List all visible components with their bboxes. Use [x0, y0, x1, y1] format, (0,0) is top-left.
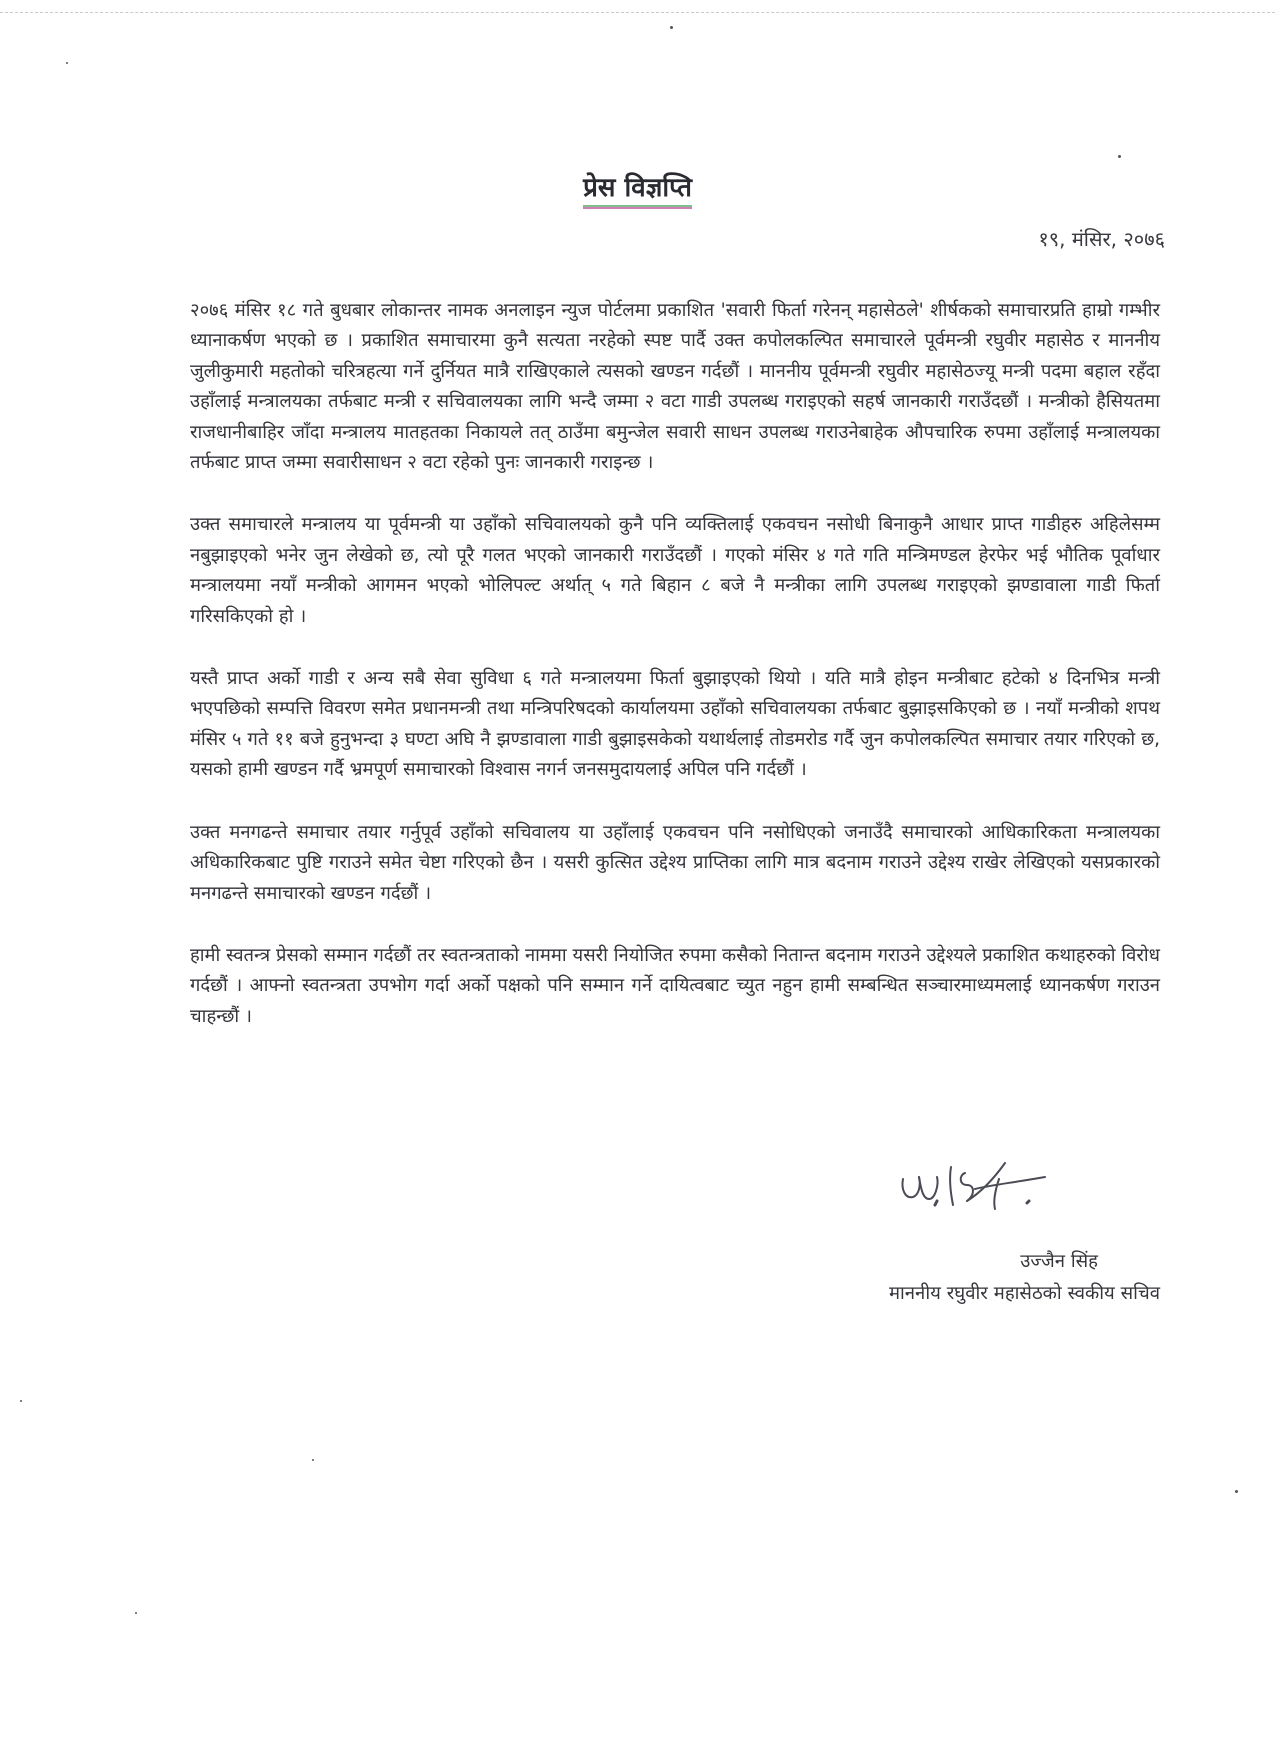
scan-edge-line [0, 12, 1275, 13]
signatory-name: उज्जैन सिंह [1020, 1251, 1098, 1272]
handwritten-signature [895, 1155, 1055, 1221]
document-date: १९, मंसिर, २०७६ [1038, 227, 1165, 251]
paragraph-5: हामी स्वतन्त्र प्रेसको सम्मान गर्दछौं तर स्वतन्त्रताको नाममा यसरी नियोजित रुपमा कसैको नितान्त बदनाम गराउने उद्देश्यले प्रकाशित कथाहरुको विरोध गर्दछौं । आफ्नो स्वतन्त्रता उपभोग गर्दा अर्को पक्षको पनि सम्मान गर्ने दायित्वबाट च्युत नहुन हामी सम्बन्धित सञ्चारमाध्यमलाई ध्यानकर्षण गराउन चाहन्छौं । [190, 944, 1160, 1027]
signatory-position: माननीय रघुवीर महासेठको स्वकीय सचिव [888, 1283, 1160, 1304]
scan-speck [1235, 1490, 1238, 1493]
signatory-block [760, 1245, 1160, 1309]
page-title-text: प्रेस विज्ञप्ति [583, 173, 692, 207]
scan-speck [66, 62, 68, 64]
document-body [190, 296, 1160, 1064]
scan-speck [312, 1459, 314, 1461]
page-title [0, 168, 1275, 204]
paragraph-1: २०७६ मंसिर १८ गते बुधबार लोकान्तर नामक अनलाइन न्युज पोर्टलमा प्रकाशित 'सवारी फिर्ता गरेनन् महासेठले' शीर्षकको समाचारप्रति हाम्रो गम्भीर ध्यानाकर्षण भएको छ । प्रकाशित समाचारमा कुनै सत्यता नरहेको स्पष्ट पार्दै उक्त कपोलकल्पित समाचारले पूर्वमन्त्री रघुवीर महासेठ र माननीय जुलीकुमारी महतोको चरित्रहत्या गर्ने दुर्नियत मात्रै राखिएकाले त्यसको खण्डन गर्दछौं । माननीय पूर्वमन्त्री रघुवीर महासेठज्यू मन्त्री पदमा बहाल रहँदा उहाँलाई मन्त्रालयका तर्फबाट मन्त्री र सचिवालयका लागि भन्दै जम्मा २ वटा गाडी उपलब्ध गराइएको सहर्ष जानकारी गराउँदछौं । मन्त्रीको हैसियतमा राजधानीबाहिर जाँदा मन्त्रालय मातहतका निकायले तत् ठाउँमा बमुन्जेल सवारी साधन उपलब्ध गराउनेबाहेक औपचारिक रुपमा उहाँलाई मन्त्रालयका तर्फबाट प्राप्त जम्मा सवारीसाधन २ वटा रहेको पुनः जानकारी गराइन्छ । [190, 300, 1160, 474]
scan-speck [20, 1400, 22, 1402]
paragraph-4: उक्त मनगढन्ते समाचार तयार गर्नुपूर्व उहाँको सचिवालय या उहाँलाई एकवचन पनि नसोधिएको जनाउँदै समाचारको आधिकारिकता मन्त्रालयका अधिकारिकबाट पुष्टि गराउने समेत चेष्टा गरिएको छैन । यसरी कुत्सित उद्देश्य प्राप्तिका लागि मात्र बदनाम गराउने उद्देश्य राखेर लेखिएको यसप्रकारको मनगढन्ते समाचारको खण्डन गर्दछौं । [190, 821, 1160, 904]
scan-speck [1118, 155, 1121, 158]
paragraph-3: यस्तै प्राप्त अर्को गाडी र अन्य सबै सेवा सुविधा ६ गते मन्त्रालयमा फिर्ता बुझाइएको थियो । यति मात्रै होइन मन्त्रीबाट हटेको ४ दिनभित्र मन्त्री भएपछिको सम्पत्ति विवरण समेत प्रधानमन्त्री तथा मन्त्रिपरिषदको कार्यालयमा उहाँको सचिवालयका तर्फबाट बुझाइसकिएको छ । नयाँ मन्त्रीको शपथ मंसिर ५ गते ११ बजे हुनुभन्दा ३ घण्टा अघि नै झण्डावाला गाडी बुझाइसकेको यथार्थलाई तोडमरोड गर्दै जुन कपोलकल्पित समाचार तयार गरिएको छ, यसको हामी खण्डन गर्दै भ्रमपूर्ण समाचारको विश्वास नगर्न जनसमुदायलाई अपिल पनि गर्दछौं । [190, 668, 1160, 781]
paragraph-2: उक्त समाचारले मन्त्रालय या पूर्वमन्त्री या उहाँको सचिवालयको कुनै पनि व्यक्तिलाई एकवचन नसोधी बिनाकुनै आधार प्राप्त गाडीहरु अहिलेसम्म नबुझाइएको भनेर जुन लेखेको छ, त्यो पूरै गलत भएको जानकारी गराउँदछौं । गएको मंसिर ४ गते गति मन्त्रिमण्डल हेरफेर भई भौतिक पूर्वाधार मन्त्रालयमा नयाँ मन्त्रीको आगमन भएको भोलिपल्ट अर्थात् ५ गते बिहान ८ बजे नै मन्त्रीका लागि उपलब्ध गराइएको झण्डावाला गाडी फिर्ता गरिसकिएको हो । [190, 514, 1160, 627]
scan-speck [135, 1612, 137, 1614]
scan-speck [670, 26, 673, 29]
